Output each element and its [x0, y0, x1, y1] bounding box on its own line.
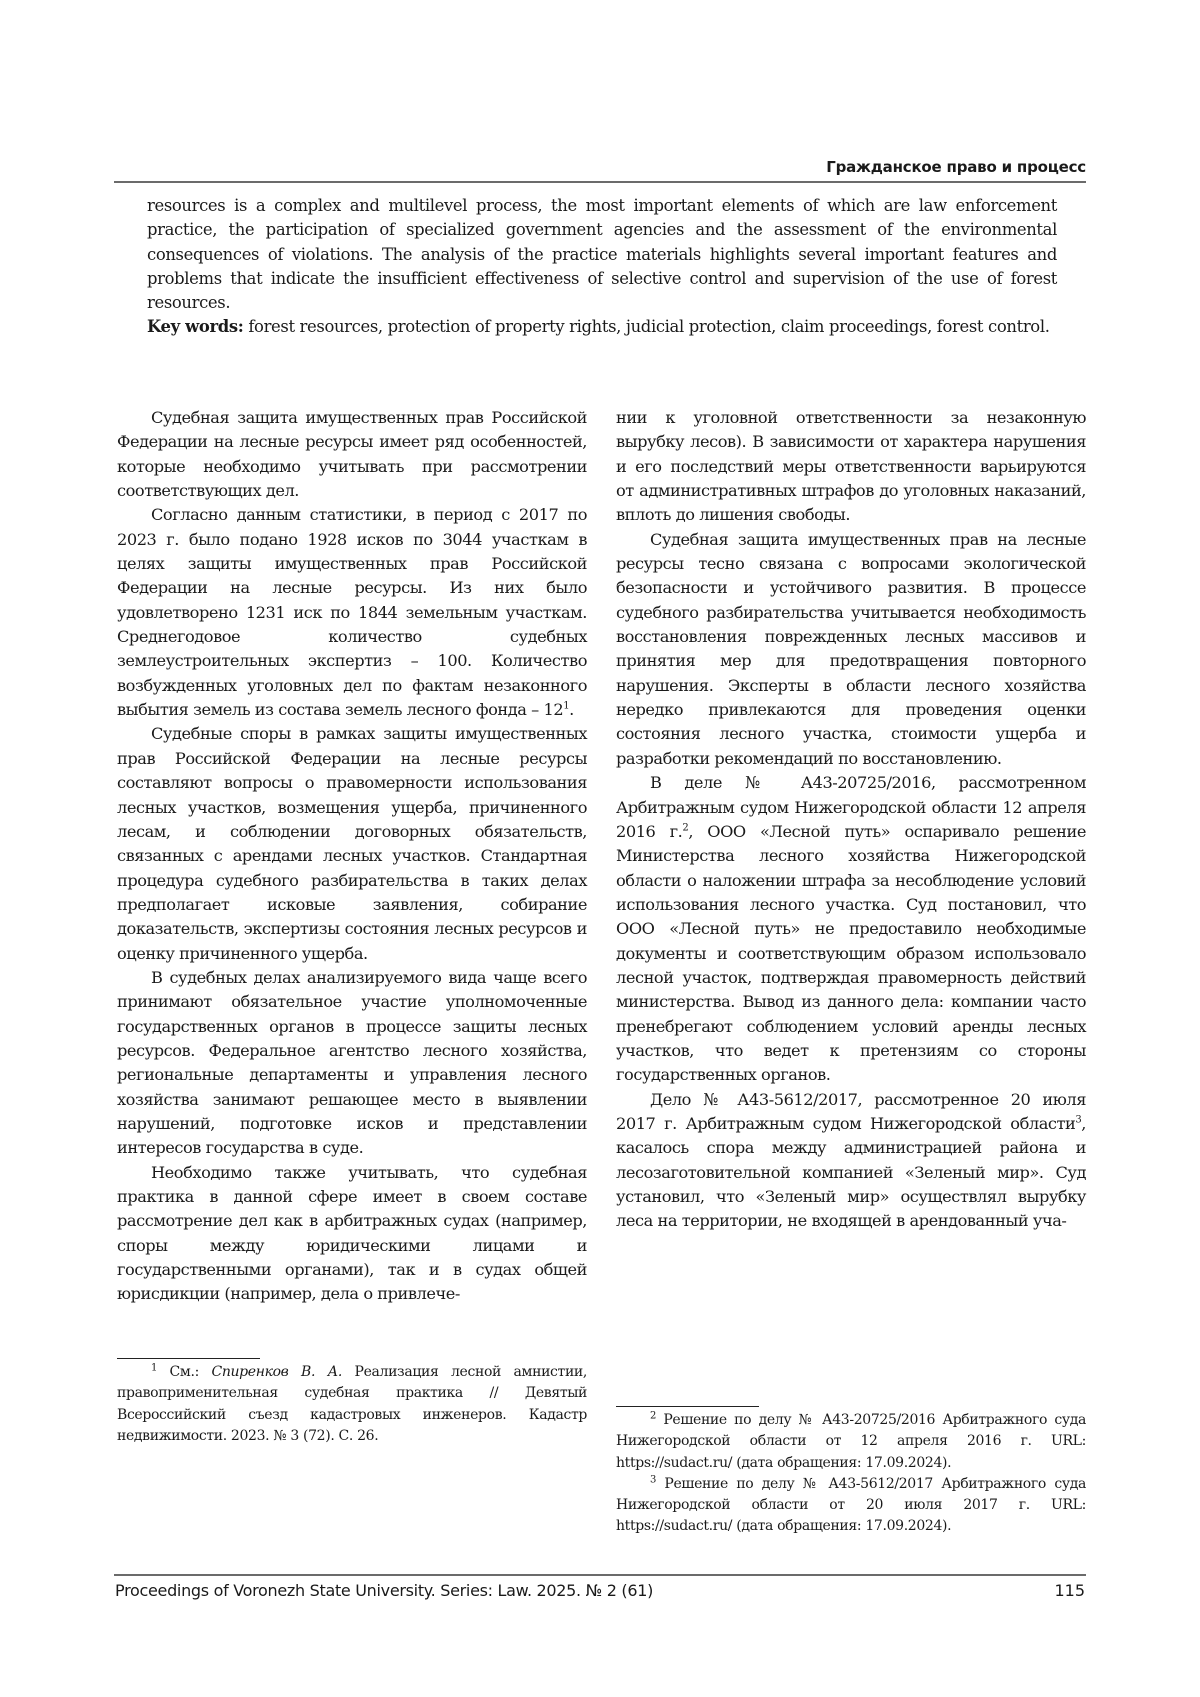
- paragraph: Судебная защита имущественных прав Российской Федерации на лесные ресурсы имеет ряд особенностей, которые необходимо учитывать при рассмотрении соответствующих дел.: [117, 408, 587, 501]
- paragraph: [616, 771, 1086, 1087]
- paragraph-end: .: [569, 700, 574, 720]
- paragraph-text: Согласно данным статистики, в период с 2017 по 2023 г. было подано 1928 исков по 3044 участкам в целях защиты имущественных прав Российской Федерации на лесные ресурсы. Из них было удовлетворено 1231 иск по 1844 земельным участкам. Среднегодовое количество судебных землеустроительных экспертиз – 100. Количество возбужденных уголовных дел по фактам незаконного выбытия земель из состава земель лесного фонда – 12: [117, 505, 587, 720]
- footnote-number: 3: [650, 1474, 657, 1486]
- paragraph: [117, 503, 587, 722]
- page-number: 115: [1054, 1581, 1085, 1600]
- footer-rule: [114, 1574, 1086, 1576]
- footnote-body: Реализация лесной амнистии, правоприменительная судебная практика // Девятый Всероссийский съезд кадастровых инженеров. Кадастр недвижимости. 2023. № 3 (72). С. 26.: [117, 1364, 588, 1444]
- footnote-author: Спиренков В. А.: [211, 1364, 342, 1380]
- right-column: [616, 406, 1086, 1234]
- footnote-1: [117, 1362, 587, 1447]
- footnote-body: Решение по делу № А43-20725/2016 Арбитражного суда Нижегородской области от 12 апреля 2016 г. URL: https://sudact.ru/ (дата обращения: 17.09.2024).: [616, 1412, 1086, 1471]
- keywords: [147, 315, 1057, 339]
- paragraph: [616, 1088, 1086, 1234]
- footnote-2: [616, 1410, 1086, 1474]
- footnote-prefix: См.:: [157, 1364, 212, 1380]
- paragraph-text: , ООО «Лесной путь» оспаривало решение Министерства лесного хозяйства Нижегородской области о наложении штрафа за несоблюдение условий использования лесного участка. Суд постановил, что ООО «Лесной путь» не предоставило необходимые документы и соответствующим образом использовало лесной участок, подтверждая правомерность действий министерства. Вывод из данного дела: компании часто пренебрегают соблюдением условий аренды лесных участков, что ведет к претензиям со стороны государственных органов.: [616, 821, 1086, 1085]
- running-head-section-title: Гражданское право и процесс: [826, 158, 1086, 176]
- paragraph-text: Дело № А43-5612/2017, рассмотренное 20 июля 2017 г. Арбитражным судом Нижегородской области: [616, 1089, 1086, 1133]
- footnote-ref[interactable]: 3: [1075, 1114, 1082, 1126]
- abstract: [147, 194, 1057, 340]
- footnote-body: Решение по делу № А43-5612/2017 Арбитражного суда Нижегородской области от 20 июля 2017 г. URL: https://sudact.ru/ (дата обращения: 17.09.2024).: [616, 1475, 1086, 1535]
- paragraph: Судебная защита имущественных прав на лесные ресурсы тесно связана с вопросами экологической безопасности и устойчивого развития. В процессе судебного разбирательства учитывается необходимость восстановления поврежденных лесных массивов и принятия мер для предотвращения повторного нарушения. Эксперты в области лесного хозяйства нередко привлекаются для проведения оценки состояния лесного участка, стоимости ущерба и разработки рекомендаций по восстановлению.: [616, 529, 1086, 768]
- paragraph: Судебные споры в рамках защиты имущественных прав Российской Федерации на лесные ресурсы составляют вопросы о правомерности использования лесных участков, возмещения ущерба, причиненного лесам, и соблюдении договорных обязательств, связанных с арендами лесных участков. Стандартная процедура судебного разбирательства в таких делах предполагает исковые заявления, собирание доказательств, экспертизы состояния лесных ресурсов и оценку причиненного ущерба.: [117, 724, 587, 963]
- footnote-ref[interactable]: 2: [682, 822, 689, 834]
- paragraph-text: , касалось спора между администрацией района и лесозаготовительной компанией «Зеленый мир». Суд установил, что «Зеленый мир» осуществлял вырубку леса на территории, не входящей в арендованный уча-: [616, 1113, 1086, 1231]
- footnote-ref[interactable]: 1: [563, 700, 570, 712]
- keywords-label: Key words:: [147, 317, 244, 337]
- left-column: [117, 406, 587, 1307]
- paragraph: В судебных делах анализируемого вида чаще всего принимают обязательное участие уполномоченные государственных органов в процессе защиты лесных ресурсов. Федеральное агентство лесного хозяйства, региональные департаменты и управления лесного хозяйства занимают решающее место в выявлении нарушений, подготовке исков и представлении интересов государства в суде.: [117, 967, 587, 1158]
- footnote-number: 1: [151, 1362, 158, 1374]
- footnote-rule: [117, 1358, 260, 1359]
- keywords-list: forest resources, protection of property rights, judicial protection, claim proceedings, forest control.: [243, 317, 1050, 337]
- footnote-text: [117, 1362, 587, 1447]
- footer-journal-citation: Proceedings of Voronezh State University. Series: Law. 2025. № 2 (61): [115, 1581, 654, 1600]
- footnote-3: [616, 1474, 1086, 1538]
- paragraph: Необходимо также учитывать, что судебная практика в данной сфере имеет в своем составе рассмотрение дел как в арбитражных судах (например, споры между юридическими лицами и государственными органами), так и в судах общей юрисдикции (например, дела о привлече-: [117, 1162, 587, 1304]
- paragraph: нии к уголовной ответственности за незаконную вырубку лесов). В зависимости от характера нарушения и его последствий меры ответственности варьируются от административных штрафов до уголовных наказаний, вплоть до лишения свободы.: [616, 408, 1086, 525]
- footnote-number: 2: [650, 1410, 657, 1422]
- footnote-rule: [616, 1406, 759, 1407]
- footnotes-right: [616, 1410, 1086, 1538]
- paragraph-text: В деле № А43-20725/2016, рассмотренном Арбитражным судом Нижегородской области 12 апреля 2016 г.: [616, 773, 1086, 841]
- header-rule: [114, 181, 1086, 183]
- abstract-text: resources is a complex and multilevel process, the most important elements of which are law enforcement practice, the participation of specialized government agencies and the assessment of the environmental consequences of violations. The analysis of the practice materials highlights several important features and problems that indicate the insufficient effectiveness of selective control and supervision of the use of forest resources.: [147, 196, 1057, 313]
